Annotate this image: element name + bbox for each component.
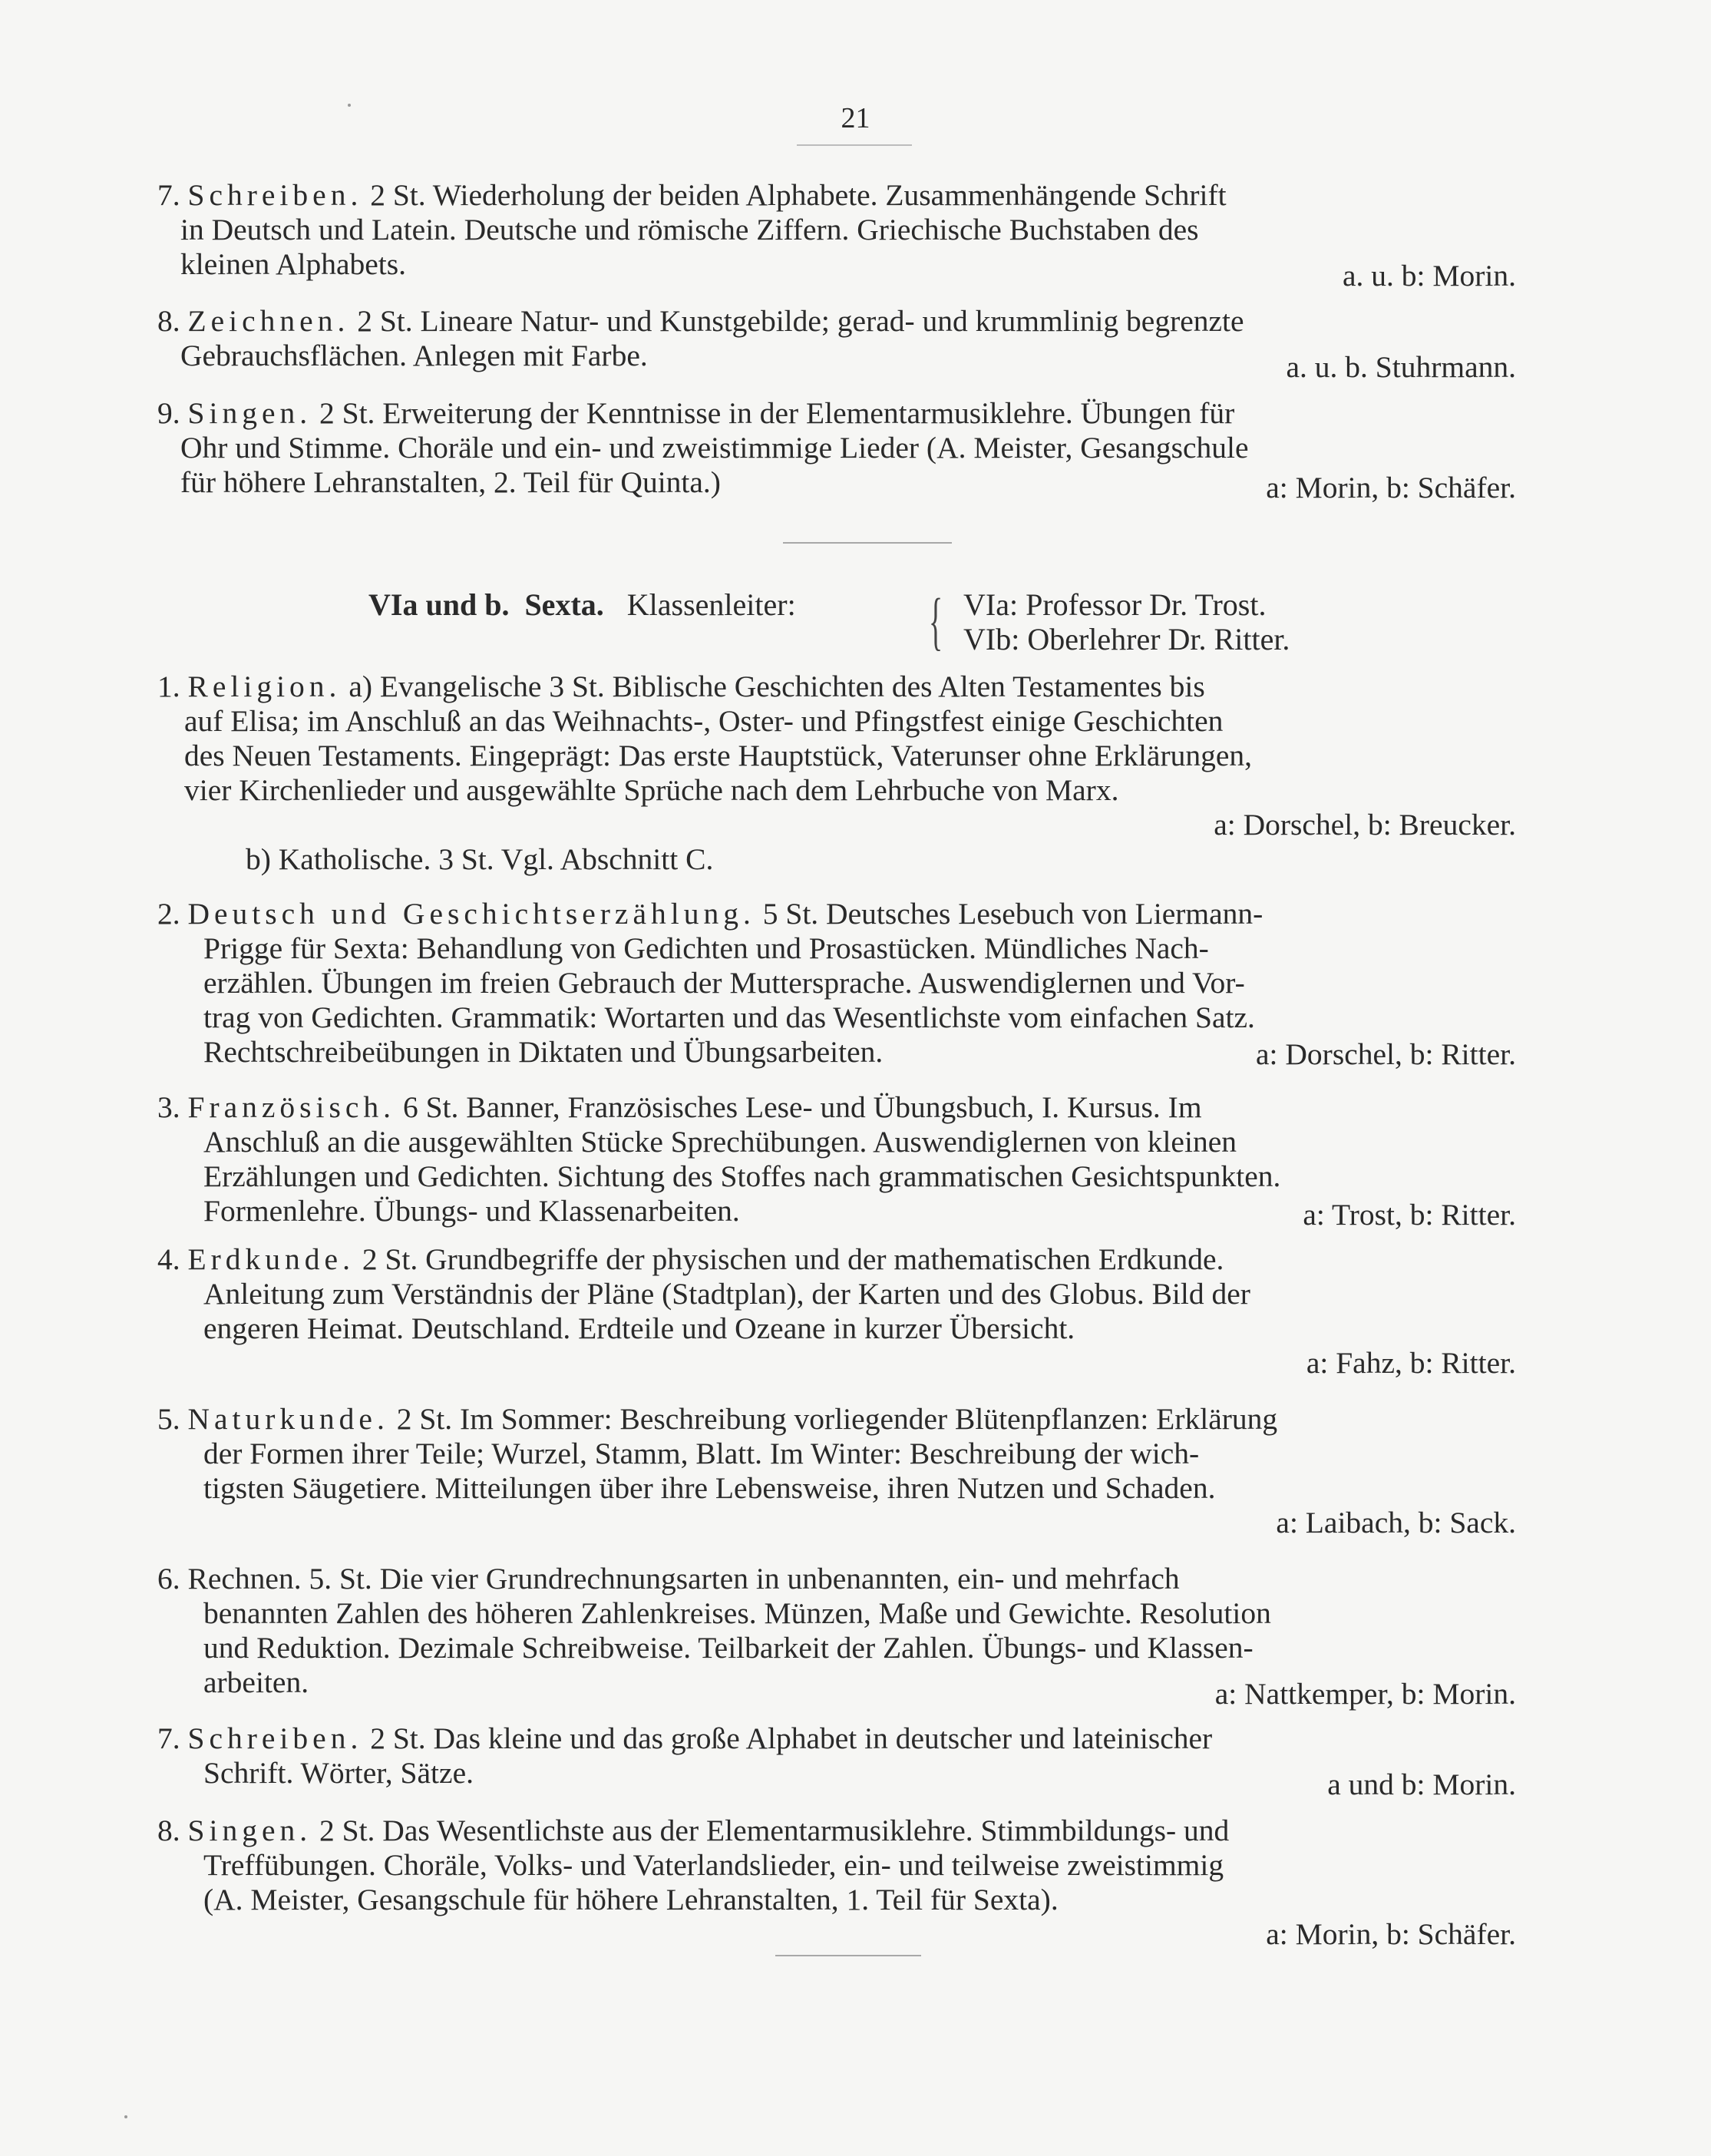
section-line: Prigge für Sexta: Behandlung von Gedichten und Prosastücken. Mündliches Nach-	[203, 931, 1209, 965]
section-line: erzählen. Übungen im freien Gebrauch der Muttersprache. Auswendiglernen und Vor-	[203, 966, 1245, 1000]
section-title: Deutsch und Geschichtserzählung.	[187, 897, 755, 931]
section-number: 7.	[157, 178, 180, 212]
section-line: vier Kirchenlieder und ausgewählte Sprüche nach dem Lehrbuche von Marx.	[184, 773, 1119, 807]
class-label: VIa und b.	[368, 587, 510, 622]
section-number: 4.	[157, 1242, 180, 1276]
teacher-assignment: a: Fahz, b: Ritter.	[1306, 1346, 1516, 1380]
class-leaders	[963, 587, 1290, 656]
brace-glyph: {	[929, 586, 943, 657]
section-line: und Reduktion. Dezimale Schreibweise. Teilbarkeit der Zahlen. Übungs- und Klassen-	[203, 1631, 1254, 1665]
section-line: Schrift. Wörter, Sätze.	[203, 1756, 474, 1790]
class-name: Sexta.	[524, 587, 604, 622]
section-title: Naturkunde.	[187, 1402, 389, 1436]
section-line: tigsten Säugetiere. Mitteilungen über ihre Lebensweise, ihren Nutzen und Schaden.	[203, 1471, 1216, 1505]
section-number: 8.	[157, 1814, 180, 1847]
section-title: Singen.	[187, 1814, 312, 1847]
section-line: Rechtschreibeübungen in Diktaten und Übungsarbeiten.	[203, 1035, 884, 1069]
section-number: 1.	[157, 670, 180, 703]
section-line: a) Evangelische 3 St. Biblische Geschichten des Alten Testamentes bis	[348, 670, 1205, 703]
section-title: Französisch.	[187, 1090, 396, 1124]
quinta-section-zeichnen	[157, 304, 1562, 385]
teacher-assignment: a: Nattkemper, b: Morin.	[1214, 1677, 1516, 1711]
section-title: Religion.	[187, 670, 342, 703]
section-line: trag von Gedichten. Grammatik: Wortarten und das Wesentlichste vom einfachen Satz.	[203, 1000, 1255, 1034]
section-line: Anschluß an die ausgewählten Stücke Sprechübungen. Auswendiglernen von kleinen	[203, 1125, 1237, 1159]
section-line: engeren Heimat. Deutschland. Erdteile und Ozeane in kurzer Übersicht.	[203, 1311, 1075, 1345]
section-number: 8.	[157, 304, 180, 338]
leader-label: Klassenleiter:	[626, 587, 796, 622]
section-line: 2 St. Das kleine und das große Alphabet in deutscher und lateinischer	[370, 1721, 1213, 1755]
section-number: 3.	[157, 1090, 180, 1124]
section-line: 2 St. Im Sommer: Beschreibung vorliegender Blütenpflanzen: Erklärung	[396, 1402, 1278, 1436]
section-line: des Neuen Testaments. Eingeprägt: Das erste Hauptstück, Vaterunser ohne Erklärungen,	[184, 739, 1253, 772]
end-separator-line	[775, 1955, 921, 1956]
section-line: Treffübungen. Choräle, Volks- und Vaterlandslieder, ein- und teilweise zweistimmig	[203, 1848, 1224, 1882]
teacher-assignment: a. u. b. Stuhrmann.	[1286, 350, 1516, 384]
teacher-assignment: a: Dorschel, b: Breucker.	[1214, 808, 1516, 842]
section-line: in Deutsch und Latein. Deutsche und römische Ziffern. Griechische Buchstaben des	[180, 213, 1199, 246]
quinta-section-schreiben	[157, 178, 1562, 293]
section-line: 5. St. Die vier Grundrechnungsarten in unbenannten, ein- und mehrfach	[309, 1562, 1180, 1596]
section-line: 2 St. Grundbegriffe der physischen und der mathematischen Erdkunde.	[362, 1242, 1224, 1276]
print-speck	[348, 104, 351, 107]
section-title: Schreiben.	[187, 1721, 363, 1755]
section-line: arbeiten.	[203, 1665, 309, 1699]
section-number: 5.	[157, 1402, 180, 1436]
sexta-section-erdkunde	[157, 1242, 1562, 1381]
teacher-assignment: a: Laibach, b: Sack.	[1276, 1506, 1516, 1539]
teacher-assignment: a: Morin, b: Schäfer.	[1266, 471, 1516, 504]
section-line: 6 St. Banner, Französisches Lese- und Übungsbuch, I. Kursus. Im	[402, 1090, 1202, 1124]
section-number: 9.	[157, 396, 180, 430]
section-number: 6.	[157, 1562, 180, 1596]
page-number-rule	[797, 144, 912, 146]
section-line: für höhere Lehranstalten, 2. Teil für Quinta.)	[180, 465, 721, 499]
section-line: b) Katholische. 3 St. Vgl. Abschnitt C.	[246, 842, 714, 876]
teacher-assignment: a: Trost, b: Ritter.	[1303, 1198, 1516, 1232]
section-line: auf Elisa; im Anschluß an das Weihnachts-, Oster- und Pfingstfest einige Geschichten	[184, 704, 1224, 738]
section-line: Formenlehre. Übungs- und Klassenarbeiten.	[203, 1194, 740, 1228]
section-title: Rechnen.	[187, 1562, 302, 1596]
separator-line	[783, 542, 952, 544]
section-number: 2.	[157, 897, 180, 931]
section-number: 7.	[157, 1721, 180, 1755]
sexta-section-rechnen	[157, 1562, 1562, 1711]
sexta-section-naturkunde	[157, 1402, 1562, 1540]
section-line: 2 St. Wiederholung der beiden Alphabete. Zusammenhängende Schrift	[370, 178, 1227, 212]
leader-b: VIb: Oberlehrer Dr. Ritter.	[963, 622, 1290, 656]
section-title: Erdkunde.	[187, 1242, 355, 1276]
teacher-assignment: a: Dorschel, b: Ritter.	[1256, 1037, 1516, 1071]
section-line: 2 St. Das Wesentlichste aus der Elementarmusiklehre. Stimmbildungs- und	[319, 1814, 1230, 1847]
leader-a: VIa: Professor Dr. Trost.	[963, 587, 1267, 622]
teacher-assignment: a: Morin, b: Schäfer.	[1266, 1917, 1516, 1951]
section-line: 2 St. Erweiterung der Kenntnisse in der Elementarmusiklehre. Übungen für	[319, 396, 1235, 430]
quinta-section-singen	[157, 396, 1562, 505]
section-line: 5 St. Deutsches Lesebuch von Liermann-	[762, 897, 1263, 931]
section-line: Gebrauchsflächen. Anlegen mit Farbe.	[180, 339, 648, 372]
sexta-section-singen	[157, 1814, 1562, 1952]
section-line: Anleitung zum Verständnis der Pläne (Stadtplan), der Karten und des Globus. Bild der	[203, 1277, 1250, 1311]
sexta-section-schreiben	[157, 1721, 1562, 1802]
section-title: Zeichnen.	[187, 304, 350, 338]
section-line: benannten Zahlen des höheren Zahlenkreises. Münzen, Maße und Gewichte. Resolution	[203, 1596, 1271, 1630]
sexta-section-religion	[157, 670, 1562, 877]
section-line: 2 St. Lineare Natur- und Kunstgebilde; gerad- und krummlinig begrenzte	[357, 304, 1244, 338]
teacher-assignment: a und b: Morin.	[1327, 1767, 1516, 1801]
print-speck	[124, 2115, 127, 2118]
section-title: Schreiben.	[187, 178, 363, 212]
section-line: der Formen ihrer Teile; Wurzel, Stamm, Blatt. Im Winter: Beschreibung der wich-	[203, 1437, 1200, 1470]
page-number: 21	[841, 102, 870, 134]
section-line: Erzählungen und Gedichten. Sichtung des Stoffes nach grammatischen Gesichtspunkten.	[203, 1159, 1281, 1193]
section-line: Ohr und Stimme. Choräle und ein- und zweistimmige Lieder (A. Meister, Gesangschule	[180, 431, 1249, 465]
teacher-assignment: a. u. b: Morin.	[1342, 259, 1516, 293]
section-line: kleinen Alphabets.	[180, 247, 406, 281]
sexta-section-deutsch	[157, 897, 1562, 1072]
section-title: Singen.	[187, 396, 312, 430]
sexta-heading	[368, 587, 796, 622]
sexta-section-franzoesisch	[157, 1090, 1562, 1232]
section-line: (A. Meister, Gesangschule für höhere Lehranstalten, 1. Teil für Sexta).	[203, 1883, 1059, 1916]
